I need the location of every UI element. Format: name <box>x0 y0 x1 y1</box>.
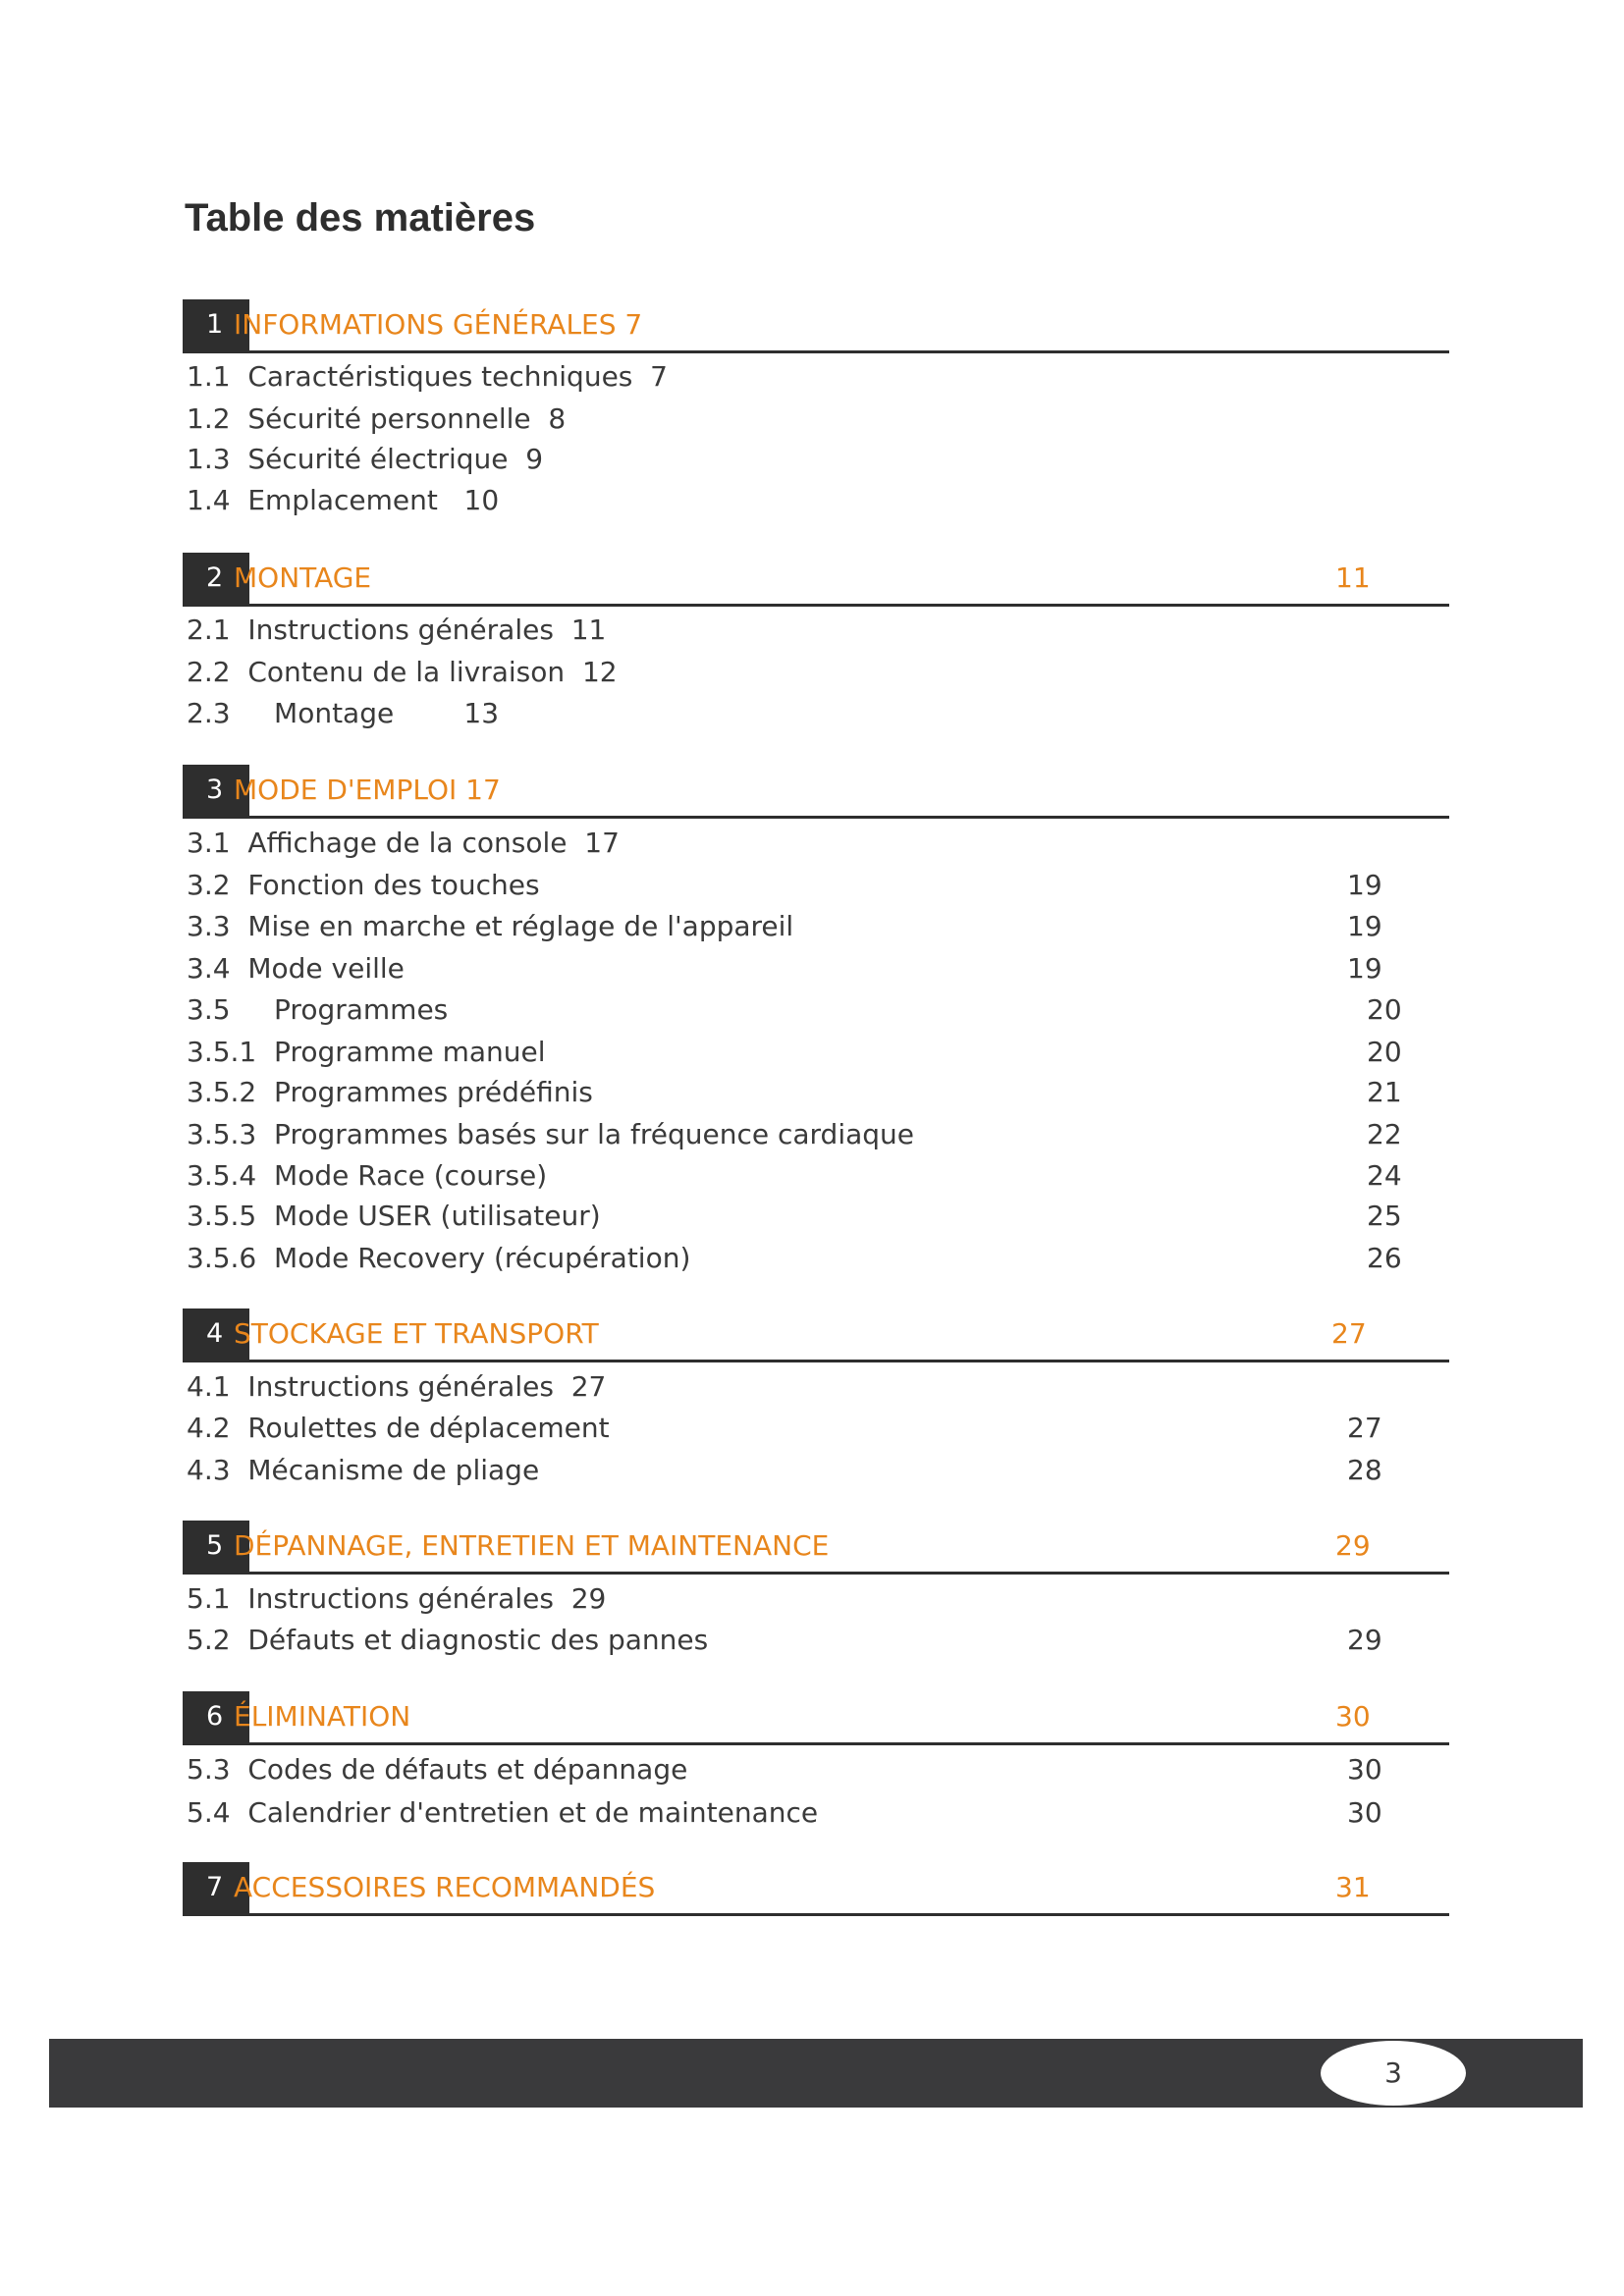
toc-entry-page: 26 <box>1367 1242 1402 1274</box>
toc-entry-page: 22 <box>1367 1118 1402 1150</box>
section-header-5[interactable] <box>183 1521 1449 1575</box>
toc-entry[interactable]: 2.2 Contenu de la livraison 12 <box>187 656 618 688</box>
toc-entry[interactable]: 1.2 Sécurité personnelle 8 <box>187 402 567 435</box>
section-header-3[interactable] <box>183 765 1449 819</box>
page-number: 3 <box>1384 2056 1402 2089</box>
toc-entry-page: 19 <box>1347 869 1382 901</box>
toc-entry[interactable]: 3.5.3 Programmes basés sur la fréquence cardiaque <box>187 1118 915 1150</box>
toc-entry[interactable]: 3.5.2 Programmes prédéfinis <box>187 1076 593 1108</box>
toc-entry[interactable]: 2.1 Instructions générales 11 <box>187 614 607 646</box>
toc-entry-page: 20 <box>1367 1036 1402 1068</box>
toc-entry[interactable]: 3.5 Programmes <box>187 993 449 1026</box>
toc-entry[interactable]: 3.3 Mise en marche et réglage de l'appareil <box>187 910 794 942</box>
toc-entry[interactable]: 3.5.4 Mode Race (course) <box>187 1159 548 1192</box>
toc-entry-page: 28 <box>1347 1454 1382 1486</box>
toc-entry[interactable]: 4.1 Instructions générales 27 <box>187 1370 607 1403</box>
section-page: 31 <box>1335 1871 1371 1903</box>
toc-entry[interactable]: 3.2 Fonction des touches <box>187 869 540 901</box>
toc-entry[interactable]: 1.3 Sécurité électrique 9 <box>187 443 544 475</box>
section-number: 7 <box>183 1862 249 1913</box>
toc-entry[interactable]: 2.3 Montage 13 <box>187 697 500 729</box>
section-number: 3 <box>183 765 249 816</box>
section-title: INFORMATIONS GÉNÉRALES 7 <box>234 308 643 341</box>
section-header-7[interactable] <box>183 1862 1449 1916</box>
section-title: DÉPANNAGE, ENTRETIEN ET MAINTENANCE <box>234 1529 830 1562</box>
toc-entry-page: 29 <box>1347 1624 1382 1656</box>
section-title: ÉLIMINATION <box>234 1700 411 1733</box>
section-title: ACCESSOIRES RECOMMANDÉS <box>234 1871 656 1903</box>
toc-entry[interactable]: 5.1 Instructions générales 29 <box>187 1582 607 1615</box>
toc-entry[interactable]: 5.3 Codes de défauts et dépannage <box>187 1753 688 1786</box>
toc-entry[interactable]: 5.2 Défauts et diagnostic des pannes <box>187 1624 709 1656</box>
toc-entry[interactable]: 3.1 Affichage de la console 17 <box>187 827 620 859</box>
section-page: 27 <box>1331 1317 1367 1350</box>
toc-entry[interactable]: 1.4 Emplacement 10 <box>187 484 500 516</box>
toc-entry-page: 30 <box>1347 1796 1382 1829</box>
section-page: 30 <box>1335 1700 1371 1733</box>
toc-entry[interactable]: 3.5.1 Programme manuel <box>187 1036 546 1068</box>
section-header-4[interactable] <box>183 1308 1449 1362</box>
toc-entry[interactable]: 5.4 Calendrier d'entretien et de maintenance <box>187 1796 819 1829</box>
toc-entry-page: 25 <box>1367 1200 1402 1232</box>
section-title: MODE D'EMPLOI 17 <box>234 774 501 806</box>
section-number: 4 <box>183 1308 249 1360</box>
toc-entry[interactable]: 3.4 Mode veille <box>187 952 405 985</box>
toc-entry[interactable]: 4.3 Mécanisme de pliage <box>187 1454 540 1486</box>
toc-entry-page: 27 <box>1347 1412 1382 1444</box>
toc-entry-page: 24 <box>1367 1159 1402 1192</box>
toc-entry[interactable]: 4.2 Roulettes de déplacement <box>187 1412 610 1444</box>
section-page: 11 <box>1335 561 1371 594</box>
section-page: 29 <box>1335 1529 1371 1562</box>
section-header-2[interactable] <box>183 553 1449 607</box>
toc-entry[interactable]: 3.5.6 Mode Recovery (récupération) <box>187 1242 691 1274</box>
section-number: 5 <box>183 1521 249 1572</box>
section-number: 2 <box>183 553 249 604</box>
section-title: MONTAGE <box>234 561 372 594</box>
section-header-1[interactable] <box>183 299 1449 353</box>
toc-entry[interactable]: 3.5.5 Mode USER (utilisateur) <box>187 1200 601 1232</box>
toc-entry-page: 21 <box>1367 1076 1402 1108</box>
toc-entry[interactable]: 1.1 Caractéristiques techniques 7 <box>187 360 668 393</box>
toc-entry-page: 19 <box>1347 910 1382 942</box>
toc-entry-page: 19 <box>1347 952 1382 985</box>
section-number: 6 <box>183 1691 249 1742</box>
section-header-6[interactable] <box>183 1691 1449 1745</box>
toc-entry-page: 20 <box>1367 993 1402 1026</box>
toc-entry-page: 30 <box>1347 1753 1382 1786</box>
section-title: STOCKAGE ET TRANSPORT <box>234 1317 599 1350</box>
section-number: 1 <box>183 299 249 350</box>
page-title: Table des matières <box>185 196 536 240</box>
